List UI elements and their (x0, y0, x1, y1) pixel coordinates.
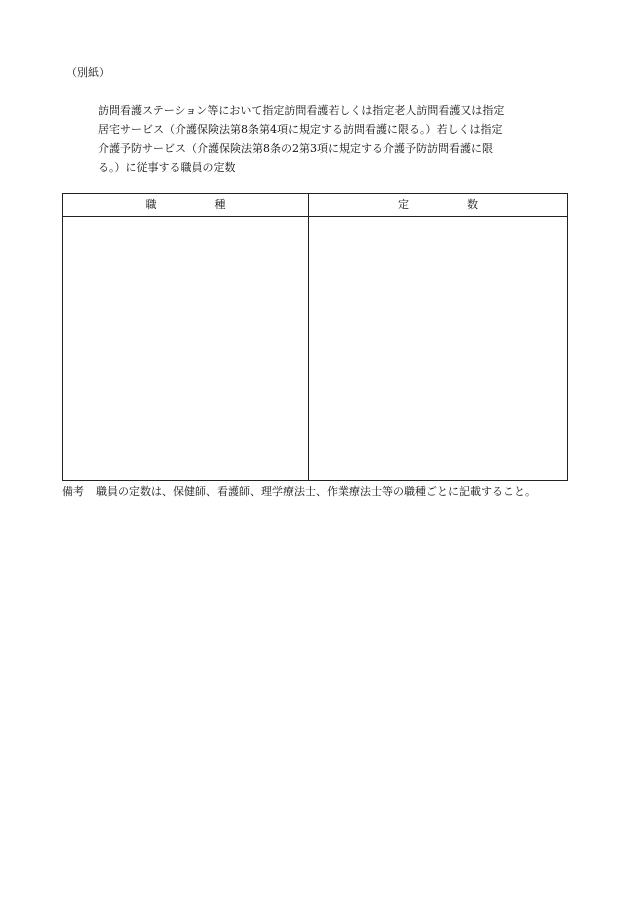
intro-line: る。）に従事する職員の定数 (98, 161, 236, 174)
remarks-text: 職員の定数は、保健師、看護師、理学療法士、作業療法士等の職種ごとに記載すること。 (96, 485, 536, 498)
occupation-cell[interactable] (63, 217, 308, 480)
staff-count-table (62, 193, 568, 481)
intro-line: 訪問看護ステーション等において指定訪問看護若しくは指定老人訪問看護又は指定 (98, 104, 505, 117)
header-occupation-char: 職 (145, 198, 157, 211)
intro-paragraph (98, 101, 548, 177)
count-cell[interactable] (309, 217, 567, 480)
remarks-note (62, 484, 536, 499)
remarks-label: 備考 (62, 485, 84, 498)
intro-line: 居宅サービス（介護保険法第8条第4項に規定する訪問看護に限る。）若しくは指定 (98, 123, 503, 136)
header-occupation (63, 194, 308, 216)
intro-line: 介護予防サービス（介護保険法第8条の2第3項に規定する介護予防訪問看護に限 (98, 142, 493, 155)
header-count (309, 194, 567, 216)
header-count-char: 定 (398, 198, 409, 211)
header-count-char: 数 (467, 198, 478, 211)
header-occupation-char: 種 (214, 198, 226, 211)
annex-label: （別紙） (66, 66, 110, 79)
